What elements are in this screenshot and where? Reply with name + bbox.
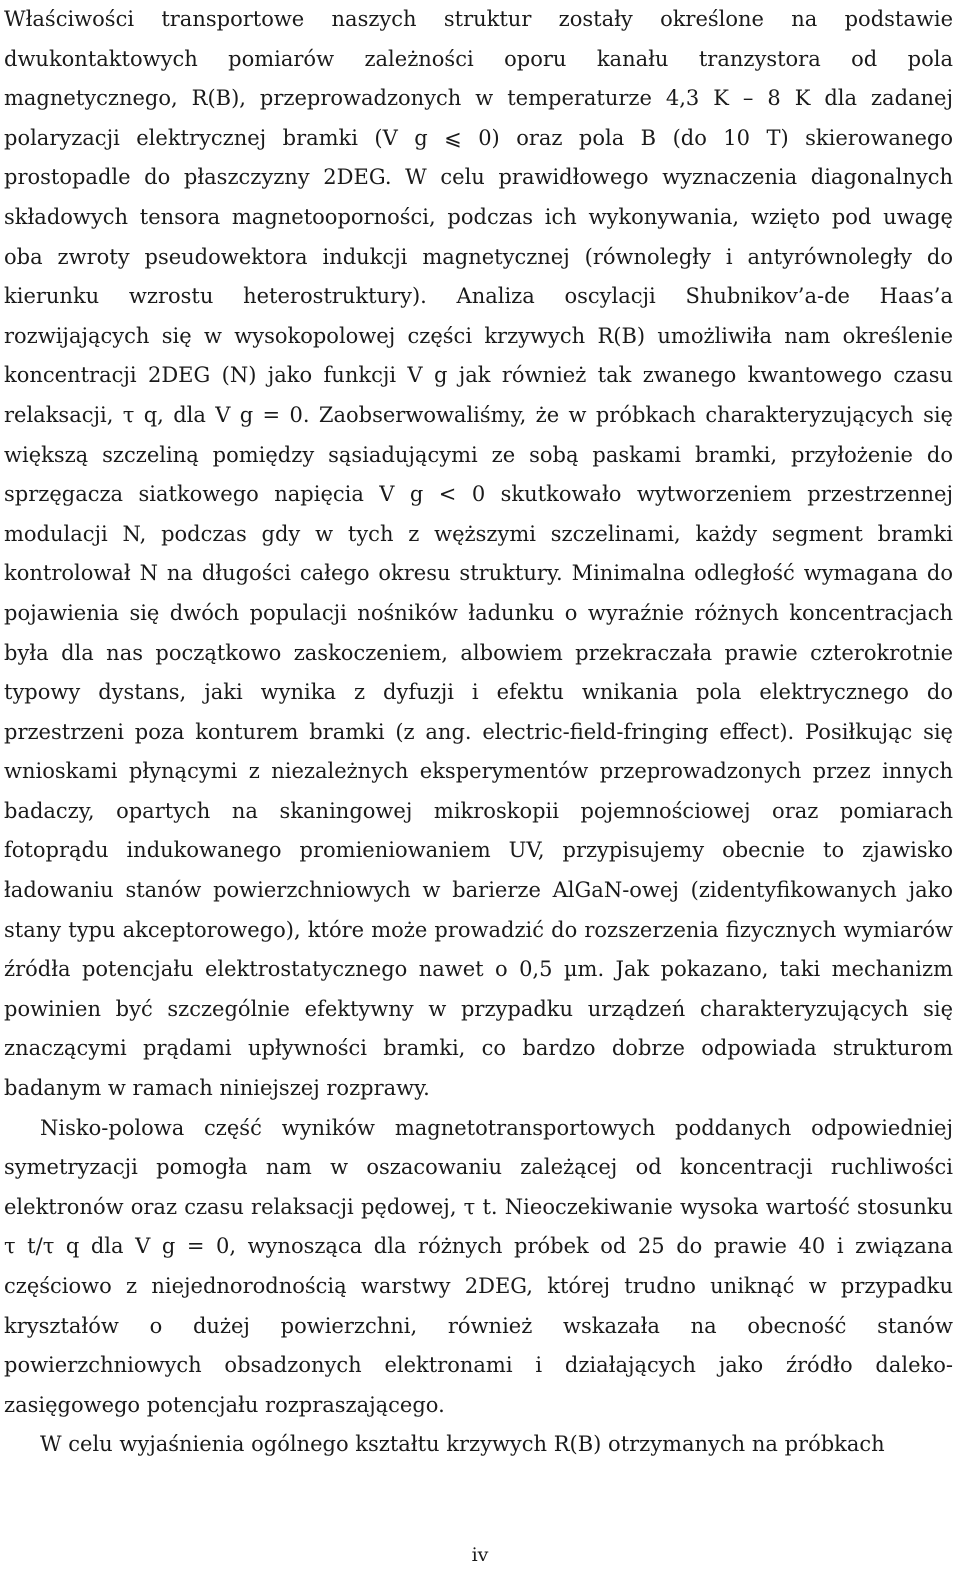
paragraph-low-field-results: Nisko-polowa część wyników magnetotransportowych poddanych odpowiedniej symetryzacji pomogła nam w oszacowaniu zależącej od koncentracji ruchliwości elektronów oraz czasu relaksacji pędowej, τ t. Nieoczekiwanie wysoka wartość stosunku τ t/τ q dla V g = 0, wynosząca dla różnych próbek od 25 do prawie 40 i związana częściowo z niejednorodnością warstwy 2DEG, której trudno uniknąć w przypadku kryształów o dużej powierzchni, również wskazała na obecność stanów powierzchniowych obsadzonych elektronami i działających jako źródło daleko-zasięgowego potencjału rozpraszającego. (4, 1115, 953, 1417)
page-number: iv (471, 1544, 489, 1566)
paragraph-transport-properties: Właściwości transportowe naszych struktur zostały określone na podstawie dwukontaktowych pomiarów zależności oporu kanału tranzystora od pola magnetycznego, R(B), przeprowadzonych w temperaturze 4,3 K – 8 K dla zadanej polaryzacji elektrycznej bramki (V g ⩽ 0) oraz pola B (do 10 T) skierowanego prostopadle do płaszczyzny 2DEG. W celu prawidłowego wyznaczenia diagonalnych składowych tensora magnetooporności, podczas ich wykonywania, wzięto pod uwagę oba zwroty pseudowektora indukcji magnetycznej (równoległy i antyrównoległy do kierunku wzrostu heterostruktury). Analiza oscylacji Shubnikov’a-de Haas’a rozwijających się w wysokopolowej części krzywych R(B) umożliwiła nam określenie koncentracji 2DEG (N) jako funkcji V g jak również tak zwanego kwantowego czasu relaksacji, τ q, dla V g = 0. Zaobserwowaliśmy, że w próbkach charakteryzujących się większą szczeliną pomiędzy sąsiadującymi ze sobą paskami bramki, przyłożenie do sprzęgacza siatkowego napięcia V g < 0 skutkowało wytworzeniem przestrzennej modulacji N, podczas gdy w tych z węższymi szczelinami, każdy segment bramki kontrolował N na długości całego okresu struktury. Minimalna odległość wymagana do pojawienia się dwóch populacji nośników ładunku o wyraźnie różnych koncentracjach była dla nas początkowo zaskoczeniem, albowiem przekraczała prawie czterokrotnie typowy dystans, jaki wynika z dyfuzji i efektu wnikania pola elektrycznego do przestrzeni poza konturem bramki (z ang. electric-field-fringing effect). Posiłkując się wnioskami płynącymi z niezależnych eksperymentów przeprowadzonych przez innych badaczy, opartych na skaningowej mikroskopii pojemnościowej oraz pomiarach fotoprądu indukowanego promieniowaniem UV, przypisujemy obecnie to zjawisko ładowaniu stanów powierzchniowych w barierze AlGaN-owej (zidentyfikowanych jako stany typu akceptorowego), które może prowadzić do rozszerzenia fizycznych wymiarów źródła potencjału elektrostatycznego nawet o 0,5 µm. Jak pokazano, taki mechanizm powinien być szczególnie efektywny w przypadku urządzeń charakteryzujących się znaczącymi prądami upływności bramki, co bardzo dobrze odpowiada strukturom badanym w ramach niniejszej rozprawy. (4, 7, 953, 1101)
paragraph-rb-curve-shape: W celu wyjaśnienia ogólnego kształtu krzywych R(B) otrzymanych na próbkach (40, 1432, 885, 1457)
document-body (4, 0, 953, 1465)
